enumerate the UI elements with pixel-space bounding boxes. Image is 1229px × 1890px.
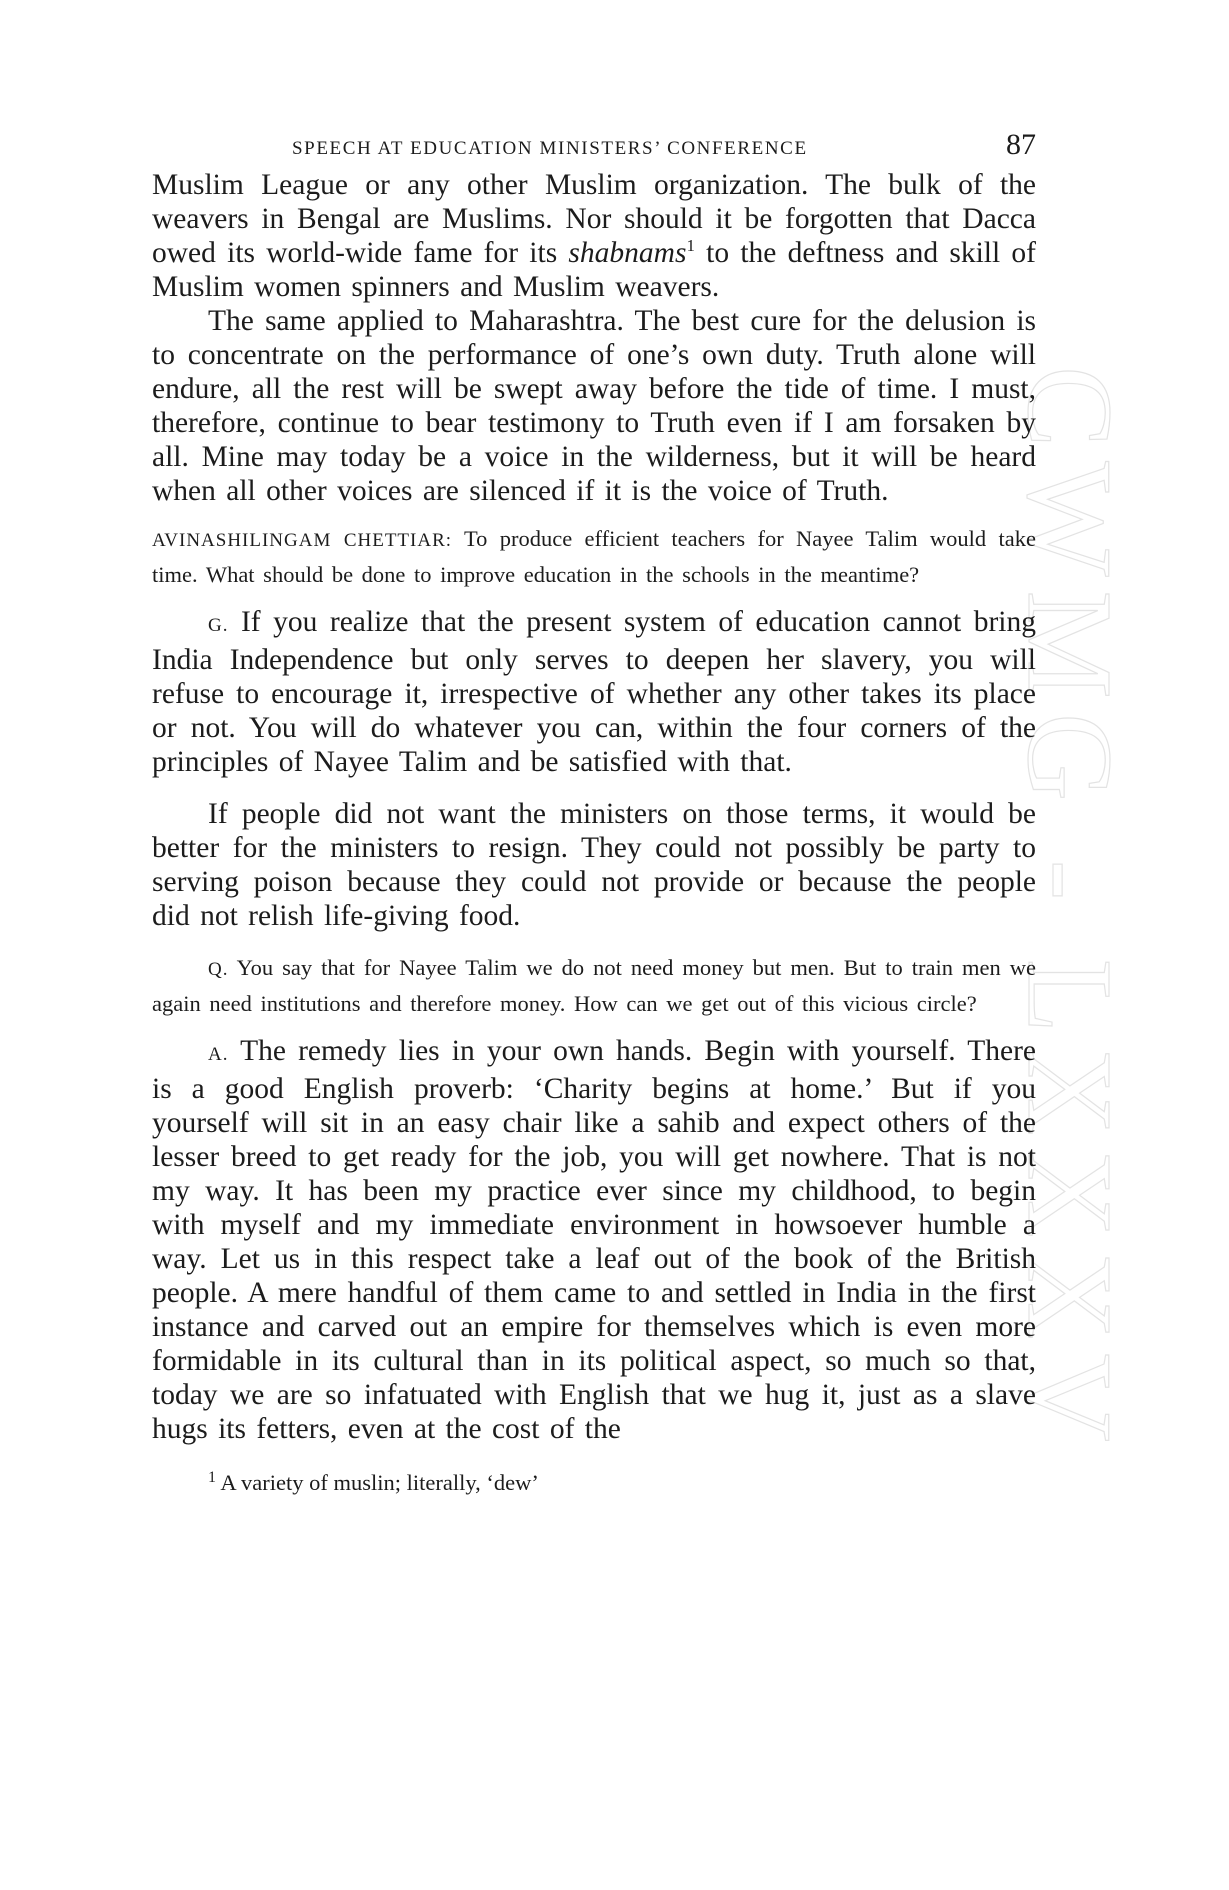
footnote-ref: 1 bbox=[686, 236, 695, 255]
document-page bbox=[152, 128, 1036, 1498]
page-number: 87 bbox=[1006, 128, 1036, 161]
answer-2 bbox=[152, 1034, 1036, 1446]
paragraph-1-text: Muslim League or any other Muslim organization. The bulk of the weavers in Bengal are Muslims. Nor should it be forgotten that Dacca owed its world-wide fame for its bbox=[152, 169, 1036, 269]
answer-1-speaker: G. bbox=[208, 615, 229, 636]
answer-1-text: If you realize that the present system of education cannot bring India Independence but only serves to deepen her slavery, you will refuse to encourage it, irrespective of whether any other takes its place or not. You will do whatever you can, within the four corners of the principles of Nayee Talim and be satisfied with that. bbox=[152, 606, 1036, 778]
paragraph-1-end: to the deftness and skill of Muslim women spinners and Muslim weavers. bbox=[152, 237, 1036, 303]
answer-1 bbox=[152, 605, 1036, 779]
footnote bbox=[152, 1468, 1036, 1498]
footnote-marker: 1 bbox=[208, 1469, 216, 1486]
answer-2-text: The remedy lies in your own hands. Begin with yourself. There is a good English proverb: ‘Charity begins at home.’ But if you yourself will sit in an easy chair like a sahib and expect others of the lesser breed to get ready for the job, you will get nowhere. That is not my way. It has been my practice ever since my childhood, to begin with myself and my immediate environment in howsoever humble a way. Let us in this respect take a leaf out of the book of the British people. A mere handful of them came to and settled in India in the first instance and carved out an empire for themselves which is even more formidable in its cultural than in its political aspect, so much so that, today we are so infatuated with English that we hug it, just as a slave hugs its fetters, even at the cost of the bbox=[152, 1035, 1036, 1445]
paragraph-1 bbox=[152, 168, 1036, 304]
question-2-speaker: Q. bbox=[208, 959, 229, 980]
running-head bbox=[152, 128, 1036, 168]
italic-term: shabnams bbox=[568, 237, 687, 269]
question-2 bbox=[152, 951, 1036, 1020]
running-title: SPEECH AT EDUCATION MINISTERS’ CONFERENCE bbox=[292, 138, 808, 159]
answer-2-speaker: A. bbox=[208, 1044, 229, 1065]
question-1-text: To produce efficient teachers for Nayee Talim would take time. What should be done to improve education in the schools in the meantime? bbox=[152, 526, 1036, 587]
question-1 bbox=[152, 522, 1036, 591]
paragraph-2: The same applied to Maharashtra. The best cure for the delusion is to concentrate on the performance of one’s own duty. Truth alone will endure, all the rest will be swept away before the tide of time. I must, therefore, continue to bear testimony to Truth even if I am forsaken by all. Mine may today be a voice in the wilderness, but it will be heard when all other voices are silenced if it is the voice of Truth. bbox=[152, 305, 1036, 507]
paragraph-3: If people did not want the ministers on those terms, it would be better for the ministers to resign. They could not possibly be party to serving poison because they could not provide or because the people did not relish life-giving food. bbox=[152, 798, 1036, 932]
question-1-speaker: AVINASHILINGAM CHETTIAR: bbox=[152, 530, 453, 551]
watermark: CWMG - LXXXV bbox=[1002, 366, 1137, 1456]
question-2-text: You say that for Nayee Talim we do not need money but men. But to train men we again need institutions and therefore money. How can we get out of this vicious circle? bbox=[152, 955, 1036, 1016]
footnote-text: A variety of muslin; literally, ‘dew’ bbox=[216, 1470, 539, 1495]
